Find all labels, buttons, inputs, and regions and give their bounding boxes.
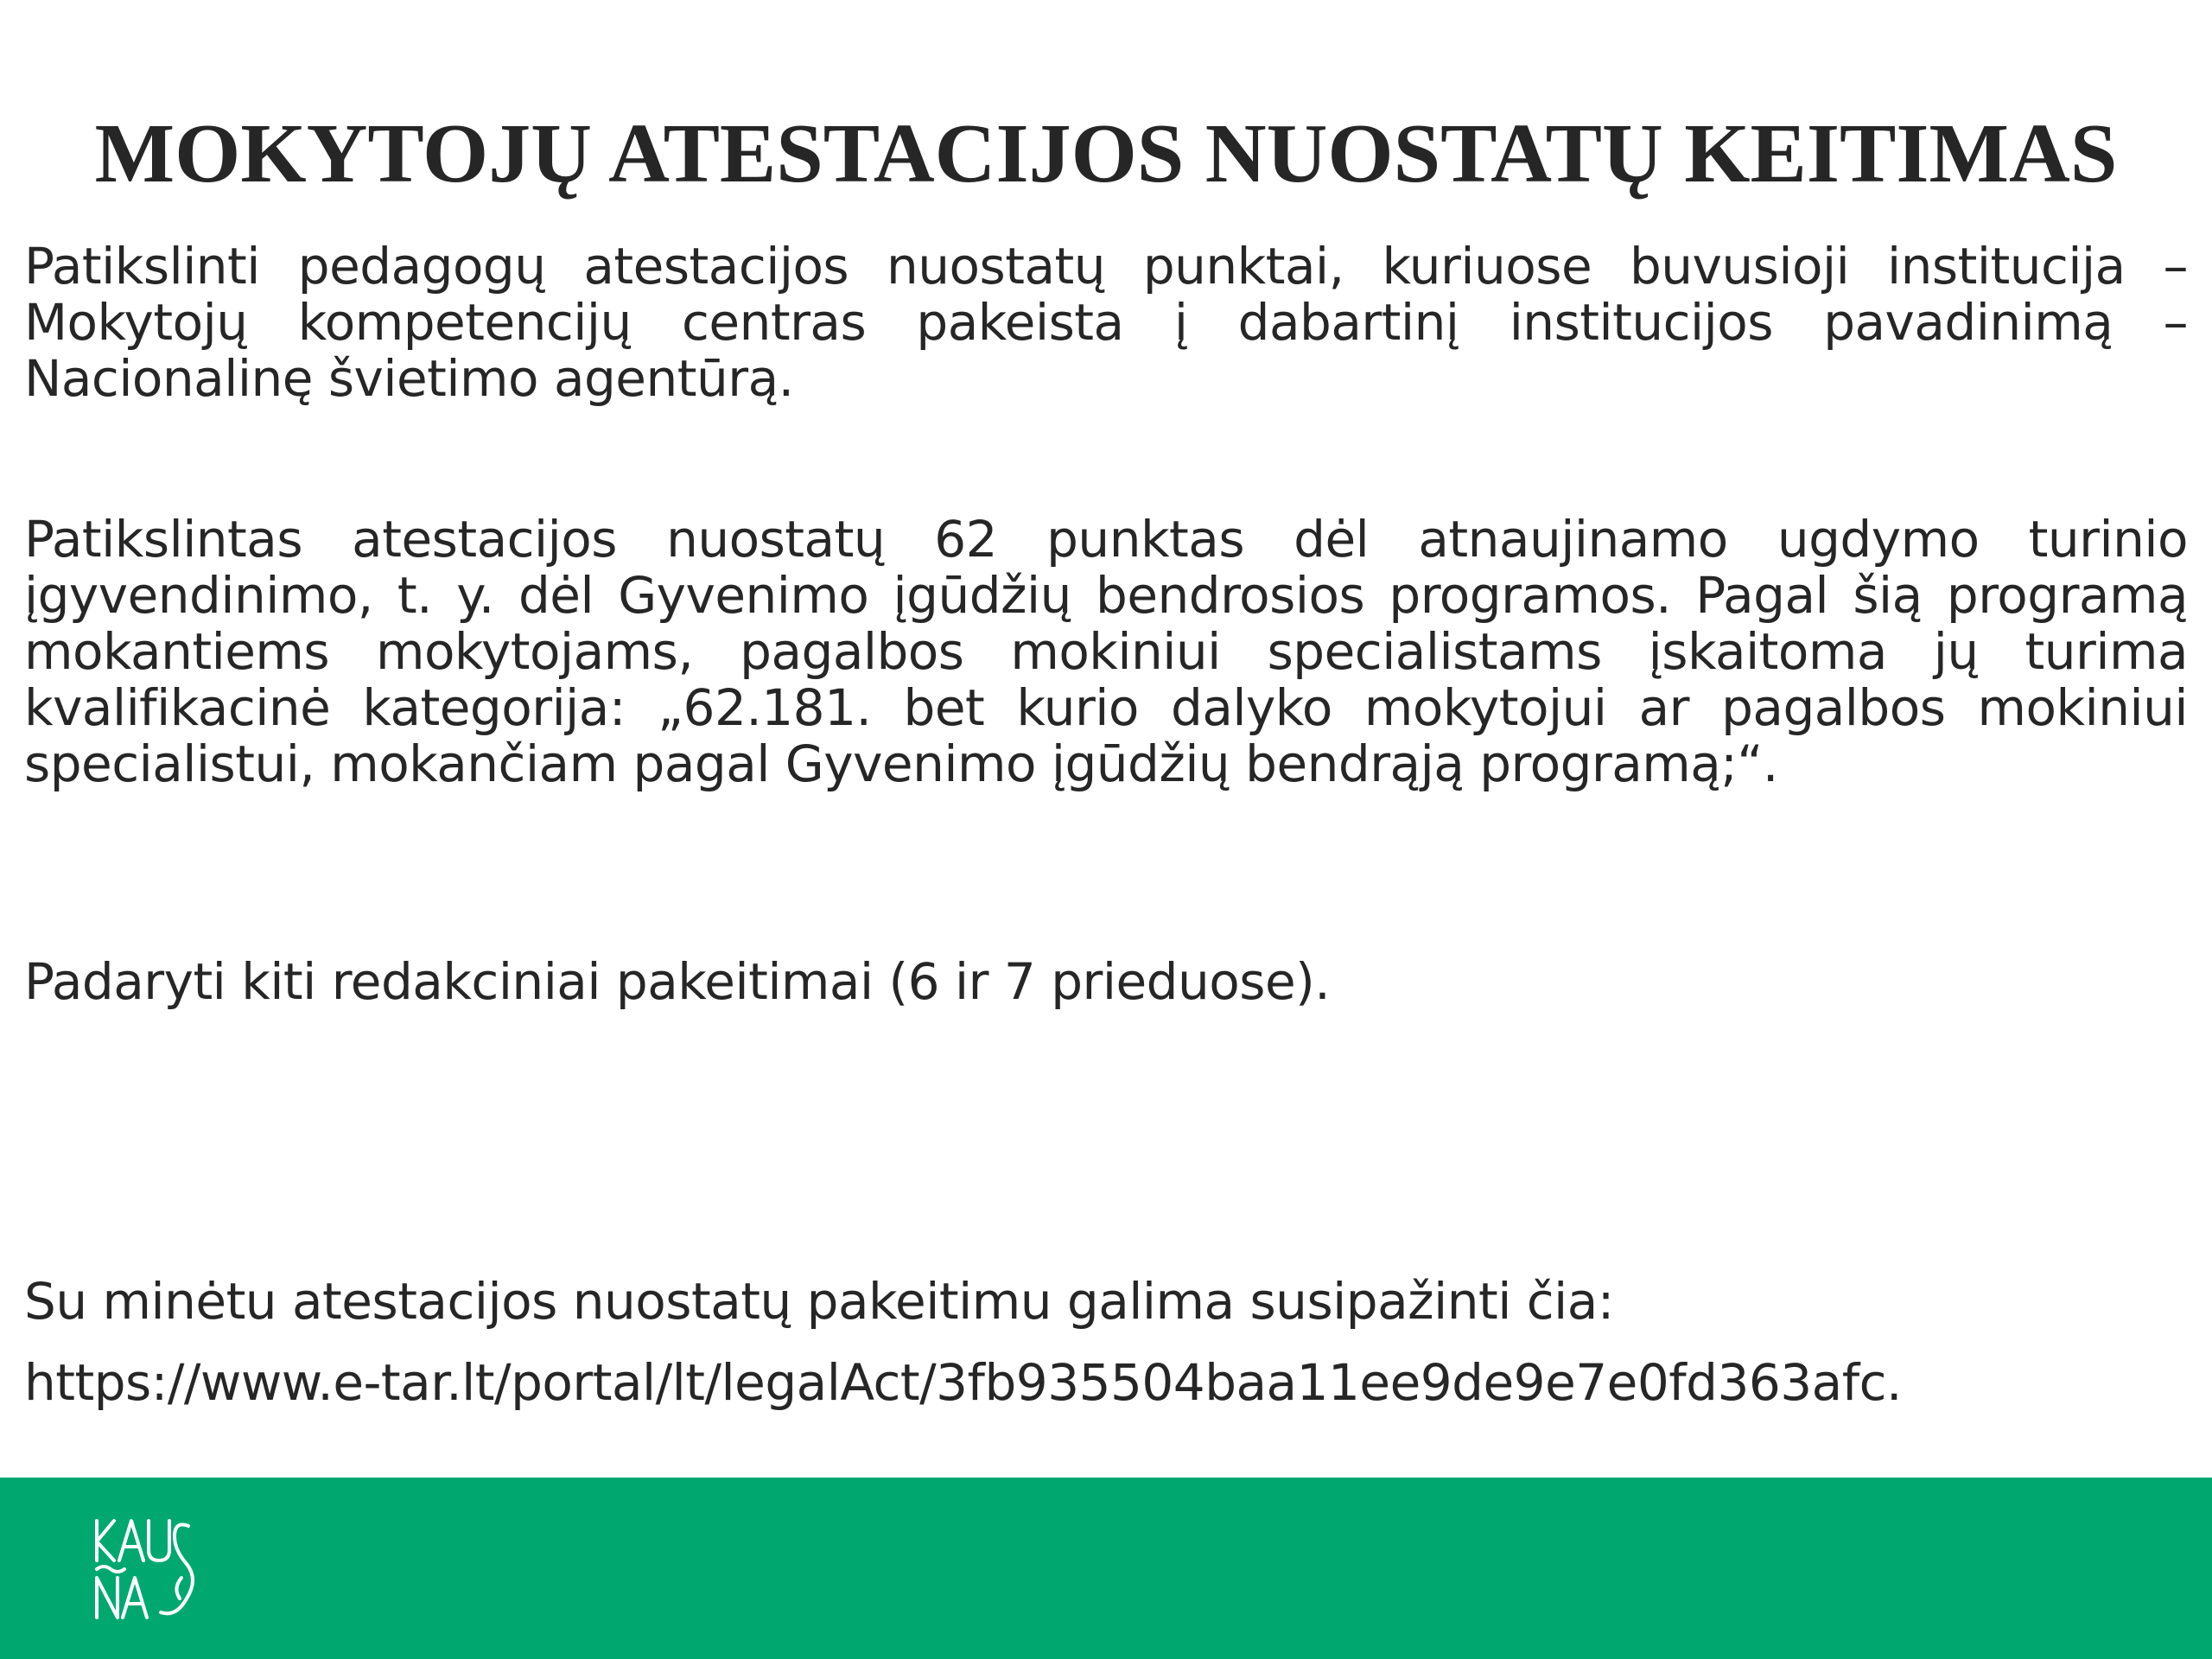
footer-bar [0, 1478, 2212, 1659]
paragraph-institution-rename: Patikslinti pedagogų atestacijos nuostatų punktai, kuriuose buvusioji institucija – Mokytojų kompetencijų centras pakeista į dabartinį institucijos pavadinimą – Nacionalinę švietimo agentūrą. [24, 237, 2188, 408]
kaunas-logo-icon [92, 1516, 195, 1623]
paragraph-point-62: Patikslintas atestacijos nuostatų 62 punktas dėl atnaujinamo ugdymo turinio įgyvendinimo, t. y. dėl Gyvenimo įgūdžių bendrosios programos. Pagal šią programą mokantiems mokytojams, pagalbos mokiniui specialistams įskaitoma jų turima kvalifikacinė kategorija: „62.181. bet kurio dalyko mokytojui ar pagalbos mokiniui specialistui, mokančiam pagal Gyvenimo įgūdžių bendrąją programą;“. [24, 510, 2188, 793]
paragraph-link-intro: Su minėtu atestacijos nuostatų pakeitimu galima susipažinti čia: [24, 1272, 1614, 1331]
paragraph-editorial-changes: Padaryti kiti redakciniai pakeitimai (6 ir 7 prieduose). [24, 952, 1331, 1011]
slide-title: MOKYTOJŲ ATESTACIJOS NUOSTATŲ KEITIMAS [94, 107, 2118, 200]
legal-act-link[interactable]: https://www.e-tar.lt/portal/lt/legalAct/3fb935504baa11ee9de9e7e0fd363afc. [24, 1353, 1902, 1412]
